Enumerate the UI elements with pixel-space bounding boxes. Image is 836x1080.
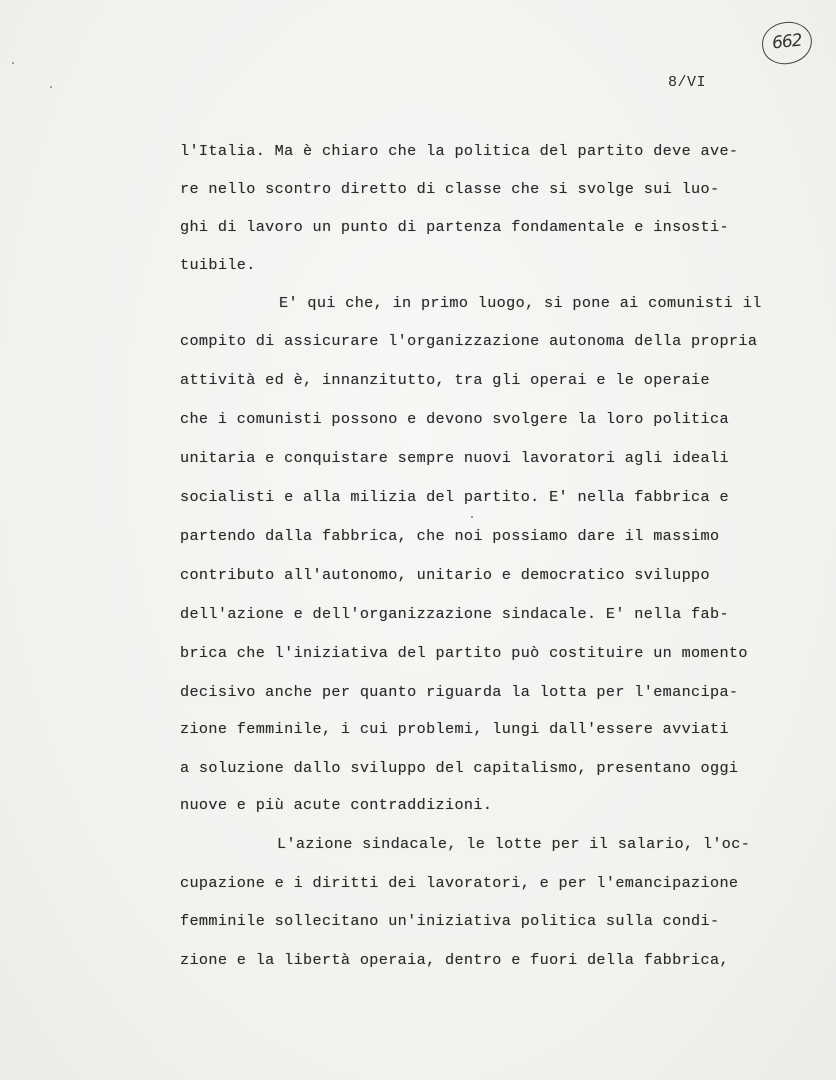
stamp-number: 662 [771,30,803,54]
text-line: nuove e più acute contraddizioni. [180,796,493,814]
text-line: partendo dalla fabbrica, che noi possiamo dare il massimo [180,527,720,545]
text-line: dell'azione e dell'organizzazione sindacale. E' nella fab- [180,605,729,623]
text-line: ghi di lavoro un punto di partenza fondamentale e insosti- [180,218,729,236]
text-line: contributo all'autonomo, unitario e democratico sviluppo [180,566,710,584]
archive-stamp [760,20,814,67]
paragraph-first-line: E' qui che, in primo luogo, si pone ai comunisti il [279,294,762,312]
text-line: unitaria e conquistare sempre nuovi lavoratori agli ideali [180,449,729,467]
page-number: 8/VI [668,74,707,91]
text-line: tuibile. [180,256,256,274]
text-line: a soluzione dallo sviluppo del capitalismo, presentano oggi [180,759,739,777]
paragraph-first-line: L'azione sindacale, le lotte per il salario, l'oc- [277,835,751,853]
text-line: re nello scontro diretto di classe che si svolge sui luo- [180,180,720,198]
text-line: brica che l'iniziativa del partito può costituire un momento [180,644,748,662]
text-line: zione e la libertà operaia, dentro e fuori della fabbrica, [180,951,729,969]
text-line: che i comunisti possono e devono svolgere la loro politica [180,410,729,428]
text-line: l'Italia. Ma è chiaro che la politica del partito deve ave- [180,142,739,160]
scan-speck [50,86,52,88]
text-line: zione femminile, i cui problemi, lungi dall'essere avviati [180,720,729,738]
text-line: socialisti e alla milizia del partito. E' nella fabbrica e [180,488,729,506]
text-line: attività ed è, innanzitutto, tra gli operai e le operaie [180,371,710,389]
text-line: cupazione e i diritti dei lavoratori, e per l'emancipazione [180,874,739,892]
text-line: femminile sollecitano un'iniziativa politica sulla condi- [180,912,720,930]
text-line: decisivo anche per quanto riguarda la lotta per l'emancipa- [180,683,739,701]
scan-speck [471,516,473,518]
text-line: compito di assicurare l'organizzazione autonoma della propria [180,332,758,350]
scan-speck [12,62,14,64]
